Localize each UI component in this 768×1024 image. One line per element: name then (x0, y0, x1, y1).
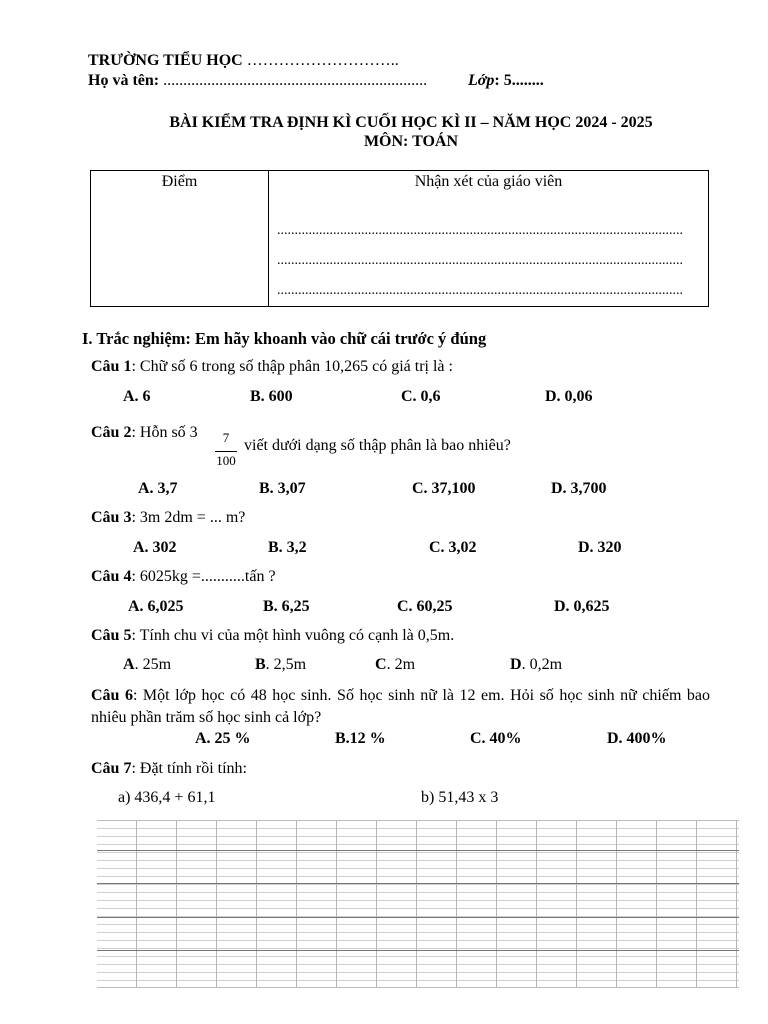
work-grid[interactable] (97, 820, 739, 988)
question-text: : Một lớp học có 48 học sinh. Số học sinh nữ là 12 em. Hỏi số học sinh nữ chiếm bao nhiêu phần trăm số học sinh cả lớp? (91, 687, 710, 726)
subject-title: MÔN: TOÁN (363, 133, 459, 150)
q1-option-b[interactable]: B. 600 (250, 388, 293, 405)
question-text: : Tính chu vi của một hình vuông có cạnh là 0,5m. (131, 627, 455, 644)
fraction-numerator: 7 (222, 430, 230, 445)
q5-option-c[interactable] (375, 656, 415, 674)
grid-line (97, 950, 739, 951)
q6-option-b[interactable]: B.12 % (335, 730, 386, 747)
question-2 (91, 424, 198, 442)
name-line (88, 72, 427, 90)
score-box (90, 170, 709, 307)
q7-part-b: b) 51,43 x 3 (421, 789, 499, 806)
comment-dots-3[interactable]: .................................................................................................................... (277, 283, 683, 298)
comment-label: Nhận xét của giáo viên (414, 173, 563, 190)
question-text-before: : Hỗn số 3 (131, 424, 198, 441)
q3-option-a[interactable]: A. 302 (133, 539, 177, 556)
option-letter: B (255, 656, 266, 673)
q4-option-b[interactable]: B. 6,25 (263, 598, 310, 615)
q1-option-a[interactable]: A. 6 (123, 388, 151, 405)
question-label: Câu 7 (91, 760, 132, 777)
fraction-bar (215, 451, 237, 452)
option-value: . 2m (386, 656, 416, 673)
q5-option-b[interactable] (255, 656, 306, 674)
option-value: . 25m (134, 656, 172, 673)
grid-line (97, 883, 739, 884)
option-letter: A (123, 656, 135, 673)
q2-option-a[interactable]: A. 3,7 (138, 480, 178, 497)
school-dots: ……………………….. (246, 52, 399, 69)
fraction-denominator: 100 (216, 453, 236, 468)
comment-dots-2[interactable]: .................................................................................................................... (277, 253, 683, 268)
q7-part-a: a) 436,4 + 61,1 (118, 789, 216, 806)
question-text: : Đặt tính rồi tính: (131, 760, 247, 777)
question-label: Câu 3 (91, 509, 132, 526)
question-1 (91, 358, 453, 376)
question-label: Câu 5 (91, 627, 132, 644)
q6-option-d[interactable]: D. 400% (607, 730, 667, 747)
question-label: Câu 2 (91, 424, 132, 441)
q6-option-a[interactable]: A. 25 % (195, 730, 251, 747)
q1-option-d[interactable]: D. 0,06 (545, 388, 593, 405)
q2-option-b[interactable]: B. 3,07 (259, 480, 306, 497)
grid-line (97, 917, 739, 918)
q2-option-c[interactable]: C. 37,100 (412, 480, 476, 497)
question-label: Câu 1 (91, 358, 132, 375)
name-label: Họ và tên: (88, 72, 160, 89)
school-line (88, 52, 399, 70)
q5-option-a[interactable] (123, 656, 171, 674)
q4-option-c[interactable]: C. 60,25 (397, 598, 453, 615)
question-text: : 6025kg =...........tấn ? (131, 568, 276, 585)
question-label: Câu 4 (91, 568, 132, 585)
comment-dots-1[interactable]: .................................................................................................................... (277, 223, 683, 238)
grid-line (97, 850, 739, 851)
section-title: I. Trắc nghiệm: Em hãy khoanh vào chữ cái trước ý đúng (82, 329, 487, 348)
q6-option-c[interactable]: C. 40% (470, 730, 522, 747)
q5-option-d[interactable] (510, 656, 562, 674)
question-label: Câu 6 (91, 687, 133, 704)
option-value: . 0,2m (521, 656, 563, 673)
option-letter: D (510, 656, 522, 673)
name-dots: .................................................................. (163, 72, 428, 89)
option-value: . 2,5m (265, 656, 307, 673)
school-label: TRƯỜNG TIỂU HỌC (88, 52, 243, 69)
question-text: : Chữ số 6 trong số thập phân 10,265 có giá trị là : (131, 358, 453, 375)
q2-option-d[interactable]: D. 3,700 (551, 480, 607, 497)
q3-option-d[interactable]: D. 320 (578, 539, 622, 556)
q4-option-a[interactable]: A. 6,025 (128, 598, 184, 615)
question-text-after: viết dưới dạng số thập phân là bao nhiêu? (244, 437, 511, 454)
question-3 (91, 509, 245, 527)
class-value: : 5........ (494, 72, 544, 89)
option-letter: C (375, 656, 387, 673)
question-5 (91, 627, 454, 645)
score-box-divider (268, 171, 269, 306)
q3-option-b[interactable]: B. 3,2 (268, 539, 307, 556)
q1-option-c[interactable]: C. 0,6 (401, 388, 441, 405)
question-text: : 3m 2dm = ... m? (131, 509, 246, 526)
question-4 (91, 568, 276, 586)
question-7 (91, 760, 247, 778)
q4-option-d[interactable]: D. 0,625 (554, 598, 610, 615)
q3-option-c[interactable]: C. 3,02 (429, 539, 477, 556)
exam-title: BÀI KIỂM TRA ĐỊNH KÌ CUỐI HỌC KÌ II – NĂM HỌC 2024 - 2025 (169, 114, 653, 131)
class-field (468, 72, 544, 90)
question-6 (91, 685, 710, 729)
class-label: Lớp (468, 72, 495, 89)
score-label: Điểm (161, 173, 198, 190)
